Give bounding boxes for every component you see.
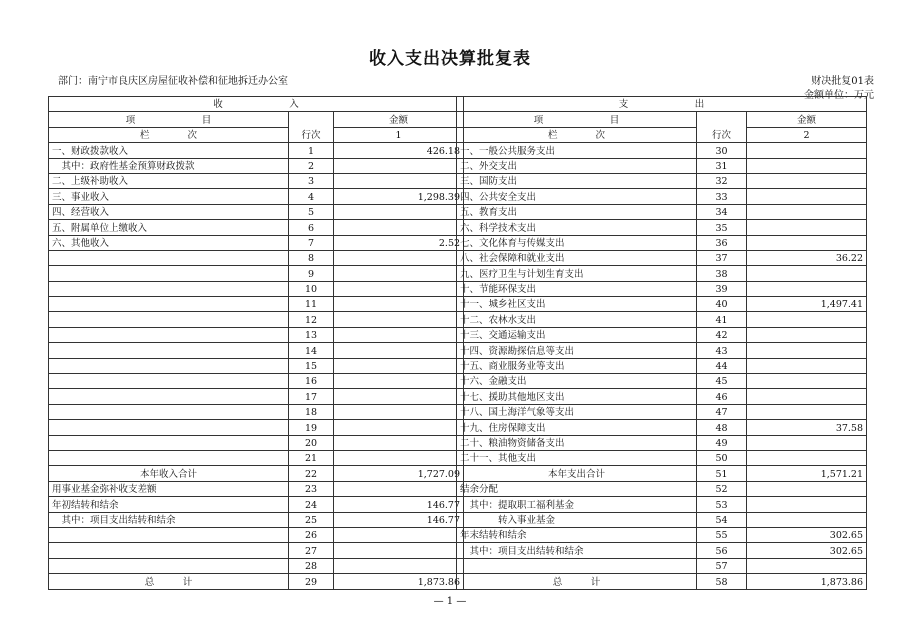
expenditure-row-amount: [747, 173, 867, 188]
expenditure-row-item: 十八、国土海洋气象等支出: [457, 404, 697, 419]
income-table: [48, 96, 464, 590]
income-row-line: 25: [289, 512, 334, 527]
page-title: 收入支出决算批复表: [369, 49, 531, 69]
expenditure-row-item: 一、一般公共服务支出: [457, 143, 697, 158]
income-row-amount: [334, 450, 464, 465]
expenditure-row-line: 47: [697, 404, 747, 419]
income-row-line: 18: [289, 404, 334, 419]
income-row-item: 五、附属单位上缴收入: [49, 220, 289, 235]
expenditure-row-amount: 37.58: [747, 420, 867, 435]
expenditure-row-line: 48: [697, 420, 747, 435]
income-row-line: 19: [289, 420, 334, 435]
income-table-row: [49, 497, 464, 512]
income-row-line: 27: [289, 543, 334, 558]
income-row-amount: [334, 297, 464, 312]
income-row-amount: [334, 543, 464, 558]
income-row-item: [49, 543, 289, 558]
income-row-line: 14: [289, 343, 334, 358]
expenditure-row-item: 八、社会保障和就业支出: [457, 250, 697, 265]
expenditure-table-row: [457, 466, 867, 481]
expenditure-row-line: 40: [697, 297, 747, 312]
income-row-amount: [334, 204, 464, 219]
expenditure-table-row: [457, 543, 867, 558]
expenditure-row-line: 44: [697, 358, 747, 373]
expenditure-table-row: [457, 143, 867, 158]
expenditure-row-item: 十六、金融支出: [457, 374, 697, 389]
expenditure-table-row: [457, 450, 867, 465]
page-number: — 1 —: [433, 596, 467, 607]
income-row-line: 6: [289, 220, 334, 235]
income-row-item: [49, 297, 289, 312]
expenditure-row-amount: [747, 327, 867, 342]
expenditure-row-amount: [747, 450, 867, 465]
income-row-amount: 2.52: [334, 235, 464, 250]
income-row-amount: [334, 158, 464, 173]
income-row-line: 17: [289, 389, 334, 404]
income-row-line: 1: [289, 143, 334, 158]
expenditure-row-amount: [747, 312, 867, 327]
income-row-amount: [334, 420, 464, 435]
income-row-item: 二、上级补助收入: [49, 173, 289, 188]
income-table-row: [49, 358, 464, 373]
income-table-row: [49, 235, 464, 250]
expenditure-row-line: 35: [697, 220, 747, 235]
income-table-row: [49, 250, 464, 265]
expenditure-row-line: 41: [697, 312, 747, 327]
expenditure-col-amount: 金额: [747, 112, 867, 127]
expenditure-row-line: 58: [697, 574, 747, 589]
income-table-row: [49, 189, 464, 204]
expenditure-row-amount: [747, 558, 867, 573]
expenditure-table-row: [457, 574, 867, 589]
expenditure-row-amount: [747, 358, 867, 373]
income-row-line: 29: [289, 574, 334, 589]
income-row-item: 用事业基金弥补收支差额: [49, 481, 289, 496]
income-col-label: 栏 次: [49, 127, 289, 142]
income-table-row: [49, 220, 464, 235]
expenditure-row-item: 年末结转和结余: [457, 527, 697, 542]
income-table-row: [49, 543, 464, 558]
income-row-line: 9: [289, 266, 334, 281]
expenditure-row-line: 43: [697, 343, 747, 358]
expenditure-table-row: [457, 250, 867, 265]
income-row-amount: [334, 250, 464, 265]
income-row-line: 24: [289, 497, 334, 512]
expenditure-table-row: [457, 297, 867, 312]
income-row-item: [49, 374, 289, 389]
expenditure-row-item: 十、节能环保支出: [457, 281, 697, 296]
income-row-amount: [334, 266, 464, 281]
income-row-item: [49, 404, 289, 419]
expenditure-row-line: 46: [697, 389, 747, 404]
expenditure-row-line: 33: [697, 189, 747, 204]
income-row-line: 26: [289, 527, 334, 542]
expenditure-row-item: 结余分配: [457, 481, 697, 496]
income-row-amount: [334, 404, 464, 419]
income-table-row: [49, 435, 464, 450]
expenditure-row-amount: 1,571.21: [747, 466, 867, 481]
expenditure-row-amount: [747, 204, 867, 219]
expenditure-table-row: [457, 189, 867, 204]
expenditure-table-row: [457, 512, 867, 527]
income-row-amount: [334, 374, 464, 389]
income-row-item: [49, 435, 289, 450]
income-row-amount: [334, 358, 464, 373]
expenditure-row-item: [457, 558, 697, 573]
income-table-row: [49, 312, 464, 327]
income-row-line: 5: [289, 204, 334, 219]
expenditure-table-row: [457, 558, 867, 573]
expenditure-row-amount: [747, 220, 867, 235]
expenditure-table-row: [457, 389, 867, 404]
expenditure-table-row: [457, 404, 867, 419]
expenditure-row-amount: [747, 404, 867, 419]
income-table-row: [49, 450, 464, 465]
expenditure-table-row: [457, 312, 867, 327]
expenditure-row-item: 二、外交支出: [457, 158, 697, 173]
expenditure-row-line: 31: [697, 158, 747, 173]
income-row-line: 23: [289, 481, 334, 496]
expenditure-row-line: 36: [697, 235, 747, 250]
income-row-amount: [334, 173, 464, 188]
expenditure-row-item: 总 计: [457, 574, 697, 589]
income-table-row: [49, 297, 464, 312]
expenditure-table-row: [457, 281, 867, 296]
expenditure-row-amount: [747, 497, 867, 512]
expenditure-row-amount: 1,497.41: [747, 297, 867, 312]
expenditure-row-item: 三、国防支出: [457, 173, 697, 188]
income-row-amount: [334, 220, 464, 235]
expenditure-row-item: 十一、城乡社区支出: [457, 297, 697, 312]
income-row-amount: 1,727.09: [334, 466, 464, 481]
expenditure-row-item: 转入事业基金: [457, 512, 697, 527]
expenditure-row-line: 50: [697, 450, 747, 465]
expenditure-col-label: 栏 次: [457, 127, 697, 142]
expenditure-row-line: 32: [697, 173, 747, 188]
expenditure-row-amount: 36.22: [747, 250, 867, 265]
income-table-row: [49, 420, 464, 435]
expenditure-row-item: 六、科学技术支出: [457, 220, 697, 235]
income-row-amount: 146.77: [334, 512, 464, 527]
income-table-row: [49, 281, 464, 296]
expenditure-row-amount: [747, 235, 867, 250]
income-row-item: 其中：政府性基金预算财政拨款: [49, 158, 289, 173]
income-col-label-no: 1: [334, 127, 464, 142]
income-row-item: 三、事业收入: [49, 189, 289, 204]
expenditure-table-row: [457, 327, 867, 342]
expenditure-row-line: 39: [697, 281, 747, 296]
expenditure-table-row: [457, 497, 867, 512]
income-row-amount: 146.77: [334, 497, 464, 512]
expenditure-section-header: 支 出: [457, 97, 867, 112]
expenditure-table-row: [457, 435, 867, 450]
income-row-item: [49, 343, 289, 358]
expenditure-row-amount: 1,873.86: [747, 574, 867, 589]
expenditure-row-line: 53: [697, 497, 747, 512]
expenditure-col-item: 项 目: [457, 112, 697, 127]
expenditure-table-row: [457, 158, 867, 173]
income-table-row: [49, 343, 464, 358]
income-table-row: [49, 327, 464, 342]
income-table-row: [49, 466, 464, 481]
income-row-line: 11: [289, 297, 334, 312]
income-row-item: 年初结转和结余: [49, 497, 289, 512]
income-row-line: 10: [289, 281, 334, 296]
expenditure-row-line: 54: [697, 512, 747, 527]
expenditure-table-row: [457, 173, 867, 188]
expenditure-row-item: 十二、农林水支出: [457, 312, 697, 327]
expenditure-row-item: 其中：项目支出结转和结余: [457, 543, 697, 558]
income-row-item: [49, 450, 289, 465]
income-row-item: 其中：项目支出结转和结余: [49, 512, 289, 527]
income-row-line: 28: [289, 558, 334, 573]
income-row-line: 2: [289, 158, 334, 173]
expenditure-row-amount: [747, 158, 867, 173]
expenditure-table-row: [457, 235, 867, 250]
income-row-amount: [334, 389, 464, 404]
expenditure-row-amount: 302.65: [747, 527, 867, 542]
expenditure-row-amount: [747, 435, 867, 450]
expenditure-row-line: 56: [697, 543, 747, 558]
expenditure-table-row: [457, 220, 867, 235]
expenditure-row-line: 55: [697, 527, 747, 542]
income-row-item: [49, 327, 289, 342]
department-label: 部门：南宁市良庆区房屋征收补偿和征地拆迁办公室: [58, 76, 288, 87]
income-row-amount: [334, 343, 464, 358]
expenditure-table-row: [457, 343, 867, 358]
expenditure-table-row: [457, 204, 867, 219]
income-col-line: 行次: [289, 112, 334, 143]
income-row-amount: [334, 281, 464, 296]
expenditure-row-line: 45: [697, 374, 747, 389]
expenditure-row-line: 37: [697, 250, 747, 265]
expenditure-row-line: 30: [697, 143, 747, 158]
expenditure-table-row: [457, 358, 867, 373]
expenditure-row-item: 九、医疗卫生与计划生育支出: [457, 266, 697, 281]
income-col-amount: 金额: [334, 112, 464, 127]
expenditure-row-amount: [747, 481, 867, 496]
income-row-item: [49, 389, 289, 404]
expenditure-table-row: [457, 527, 867, 542]
income-row-amount: 426.18: [334, 143, 464, 158]
income-table-row: [49, 527, 464, 542]
expenditure-row-amount: [747, 189, 867, 204]
income-row-line: 4: [289, 189, 334, 204]
expenditure-table-row: [457, 374, 867, 389]
income-row-item: [49, 420, 289, 435]
expenditure-col-label-no: 2: [747, 127, 867, 142]
income-table-row: [49, 143, 464, 158]
expenditure-row-item: 五、教育支出: [457, 204, 697, 219]
income-row-line: 7: [289, 235, 334, 250]
income-row-item: [49, 266, 289, 281]
income-row-item: 六、其他收入: [49, 235, 289, 250]
expenditure-table-row: [457, 481, 867, 496]
expenditure-row-item: 四、公共安全支出: [457, 189, 697, 204]
income-row-item: [49, 558, 289, 573]
income-table-row: [49, 404, 464, 419]
income-table-row: [49, 374, 464, 389]
income-row-amount: 1,873.86: [334, 574, 464, 589]
income-section-header: 收 入: [49, 97, 464, 112]
expenditure-row-item: 二十、粮油物资储备支出: [457, 435, 697, 450]
income-row-line: 8: [289, 250, 334, 265]
income-row-line: 15: [289, 358, 334, 373]
income-row-item: 四、经营收入: [49, 204, 289, 219]
income-row-amount: [334, 312, 464, 327]
expenditure-table: [456, 96, 867, 590]
income-row-item: [49, 358, 289, 373]
expenditure-row-item: 十三、交通运输支出: [457, 327, 697, 342]
expenditure-col-line: 行次: [697, 112, 747, 143]
expenditure-row-amount: [747, 266, 867, 281]
income-row-amount: [334, 435, 464, 450]
expenditure-row-line: 49: [697, 435, 747, 450]
income-col-item: 项 目: [49, 112, 289, 127]
expenditure-row-amount: [747, 374, 867, 389]
expenditure-row-item: 十九、住房保障支出: [457, 420, 697, 435]
income-row-line: 16: [289, 374, 334, 389]
income-row-line: 22: [289, 466, 334, 481]
income-row-item: [49, 527, 289, 542]
income-row-amount: [334, 527, 464, 542]
income-row-item: [49, 250, 289, 265]
expenditure-row-amount: [747, 281, 867, 296]
income-table-row: [49, 481, 464, 496]
expenditure-row-line: 38: [697, 266, 747, 281]
expenditure-table-row: [457, 420, 867, 435]
income-table-row: [49, 512, 464, 527]
income-table-row: [49, 173, 464, 188]
income-row-item: 本年收入合计: [49, 466, 289, 481]
income-row-line: 21: [289, 450, 334, 465]
income-table-row: [49, 574, 464, 589]
expenditure-row-item: 十五、商业服务业等支出: [457, 358, 697, 373]
expenditure-row-amount: [747, 389, 867, 404]
expenditure-row-amount: [747, 512, 867, 527]
form-code: 财决批复01表: [811, 76, 874, 87]
income-table-row: [49, 266, 464, 281]
income-row-amount: 1,298.39: [334, 189, 464, 204]
income-table-row: [49, 158, 464, 173]
expenditure-row-line: 42: [697, 327, 747, 342]
expenditure-row-item: 十七、援助其他地区支出: [457, 389, 697, 404]
income-row-line: 13: [289, 327, 334, 342]
expenditure-row-amount: 302.65: [747, 543, 867, 558]
expenditure-row-line: 57: [697, 558, 747, 573]
expenditure-row-item: 十四、资源勘探信息等支出: [457, 343, 697, 358]
expenditure-row-item: 二十一、其他支出: [457, 450, 697, 465]
expenditure-row-line: 34: [697, 204, 747, 219]
expenditure-row-amount: [747, 343, 867, 358]
income-row-item: 一、财政拨款收入: [49, 143, 289, 158]
income-row-amount: [334, 481, 464, 496]
income-row-line: 20: [289, 435, 334, 450]
expenditure-row-item: 七、文化体育与传媒支出: [457, 235, 697, 250]
income-row-item: [49, 281, 289, 296]
expenditure-row-item: 其中：提取职工福利基金: [457, 497, 697, 512]
income-row-amount: [334, 558, 464, 573]
expenditure-row-line: 52: [697, 481, 747, 496]
income-row-line: 12: [289, 312, 334, 327]
expenditure-table-row: [457, 266, 867, 281]
income-row-item: 总 计: [49, 574, 289, 589]
income-table-row: [49, 558, 464, 573]
expenditure-row-line: 51: [697, 466, 747, 481]
expenditure-row-item: 本年支出合计: [457, 466, 697, 481]
income-row-item: [49, 312, 289, 327]
income-row-amount: [334, 327, 464, 342]
income-row-line: 3: [289, 173, 334, 188]
unit-label: 金额单位：万元: [804, 90, 874, 101]
income-table-row: [49, 204, 464, 219]
income-table-row: [49, 389, 464, 404]
expenditure-row-amount: [747, 143, 867, 158]
